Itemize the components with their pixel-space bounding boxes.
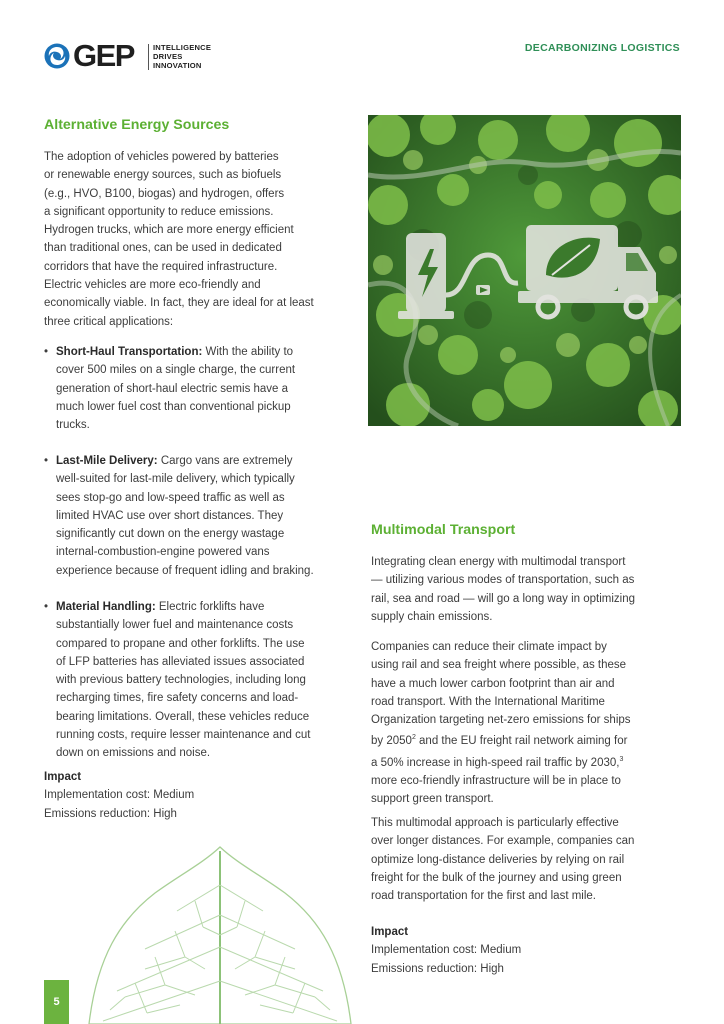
bullet-last-mile [44,452,338,580]
text-line: sees stop-go and low-speed traffic as well as [56,491,285,504]
text-line: trucks. [56,419,90,432]
text-line: much lower fuel cost than conventional pickup [56,400,291,413]
text-line: Companies can reduce their climate impact by [371,641,607,653]
section-label: DECARBONIZING LOGISTICS [524,42,680,54]
bullet-title: Last-Mile Delivery: [56,455,158,467]
text-line [56,598,338,616]
multimodal-para-2 [371,638,671,808]
electric-truck-forest-image [368,115,681,426]
text-line: than traditional ones, can be used in dedicated [44,242,282,255]
text-line: significantly cut down on the energy wastage [56,528,285,541]
text-line: The adoption of vehicles powered by batteries [44,151,279,163]
bullet-dot: • [44,346,49,358]
bullet-title: Short-Haul Transportation: [56,346,203,358]
text-line: or renewable energy sources, such as biofuels [44,169,282,182]
text-line: corridors that have the required infrastructure. [44,260,278,273]
text-line: freight for the bulk of the journey and using green [371,871,622,884]
text-line: substantially lower fuel and maintenance costs [56,619,294,632]
tagline-line: INNOVATION [153,60,202,70]
text-line: generation of short-haul electric semis have a [56,382,289,395]
leaf-decoration-icon [85,845,355,1024]
text-line: a significant opportunity to reduce emissions. [44,205,274,218]
impact-heading: Impact [371,926,409,938]
text-fragment: and the EU freight rail network aiming for [415,735,628,748]
text-line: bearing limitations. Overall, these vehicles reduce [56,710,310,723]
text-line: down on emissions and noise. [56,747,211,760]
text-line: optimize long-distance deliveries by relying on rail [371,853,625,866]
bullet-material-handling [44,598,338,763]
text-line: over longer distances. For example, companies can [371,835,635,848]
text-line: road transport. With the International Maritime [371,695,605,708]
text-line: Hydrogen trucks, which are more energy efficient [44,224,294,237]
text-line [371,729,671,750]
footnote-ref[interactable]: 3 [619,755,624,763]
text-line: recharging times, fire safety concerns and load- [56,692,299,705]
alternative-energy-title: Alternative Energy Sources [44,117,230,133]
forest-truck-illustration [368,115,681,426]
text-line [56,452,338,470]
emissions-reduction: Emissions reduction: High [44,807,177,820]
impact-heading: Impact [44,771,82,783]
text-fragment: a 50% increase in high-speed rail traffic by 2030, [371,756,620,769]
text-line [56,343,338,361]
logo-wordmark: GEP [73,38,134,73]
text-line: Organization targeting net-zero emissions for ships [371,714,631,727]
text-line: rail, sea and road — will go a long way in optimizing [371,592,635,605]
bullet-title: Material Handling: [56,601,156,613]
tagline-line: DRIVES [153,51,183,61]
multimodal-para-1 [371,553,671,626]
text-line: This multimodal approach is particularly effective [371,817,619,829]
text-line: more eco-friendly infrastructure will be in place to [371,774,621,787]
bullet-dot: • [44,455,49,467]
bullet-text: With the ability to [205,346,294,358]
gep-logo [44,38,224,73]
logo-tagline [148,44,211,70]
text-line: using rail and sea freight where possible, as these [371,659,627,672]
text-line: running costs, require lesser maintenance and cut [56,729,311,742]
text-line: support green transport. [371,793,494,806]
text-line: experience because of frequent idling and braking. [56,564,314,577]
tagline-line: INTELLIGENCE [153,43,212,52]
text-line: limited HVAC use over short distances. They [56,509,284,522]
bullet-text: Electric forklifts have [158,601,265,613]
bullet-dot: • [44,601,49,613]
multimodal-para-3 [371,814,671,905]
implementation-cost: Implementation cost: Medium [371,944,522,957]
footnote-ref[interactable]: 2 [411,734,416,742]
bullet-short-haul [44,343,338,434]
text-line: of LFP batteries has alleviated issues associated [56,655,305,668]
text-line [371,751,671,772]
text-line: — utilizing various modes of transportation, such as [371,574,635,587]
text-line: supply chain emissions. [371,610,493,623]
text-line: internal-combustion-engine powered vans [56,546,270,559]
text-line: Integrating clean energy with multimodal transport [371,556,626,568]
emissions-reduction: Emissions reduction: High [371,962,504,975]
text-line: (e.g., HVO, B100, biogas) and hydrogen, offers [44,187,285,200]
right-impact [371,923,521,978]
gep-swirl-icon [44,43,70,69]
page-number: 5 [44,980,69,1024]
text-line: compared to propane and other forklifts. The use [56,637,305,650]
text-line: economically viable. In fact, they are ideal for at least [44,297,314,310]
text-line: Electric vehicles are more eco-friendly and [44,279,261,292]
text-line: have a much lower carbon footprint than air and [371,677,615,690]
left-impact [44,768,194,823]
implementation-cost: Implementation cost: Medium [44,789,195,802]
text-line: well-suited for last-mile delivery, which typically [56,473,295,486]
alternative-energy-intro [44,148,344,331]
text-line: cover 500 miles on a single charge, the current [56,364,296,377]
multimodal-title: Multimodal Transport [371,522,516,538]
text-line: three critical applications: [44,315,174,328]
text-line: with previous battery technologies, including long [56,674,306,687]
text-fragment: by 2050 [371,735,412,748]
text-line: road transportation for the first and last mile. [371,890,596,903]
bullet-text: Cargo vans are extremely [160,455,293,467]
